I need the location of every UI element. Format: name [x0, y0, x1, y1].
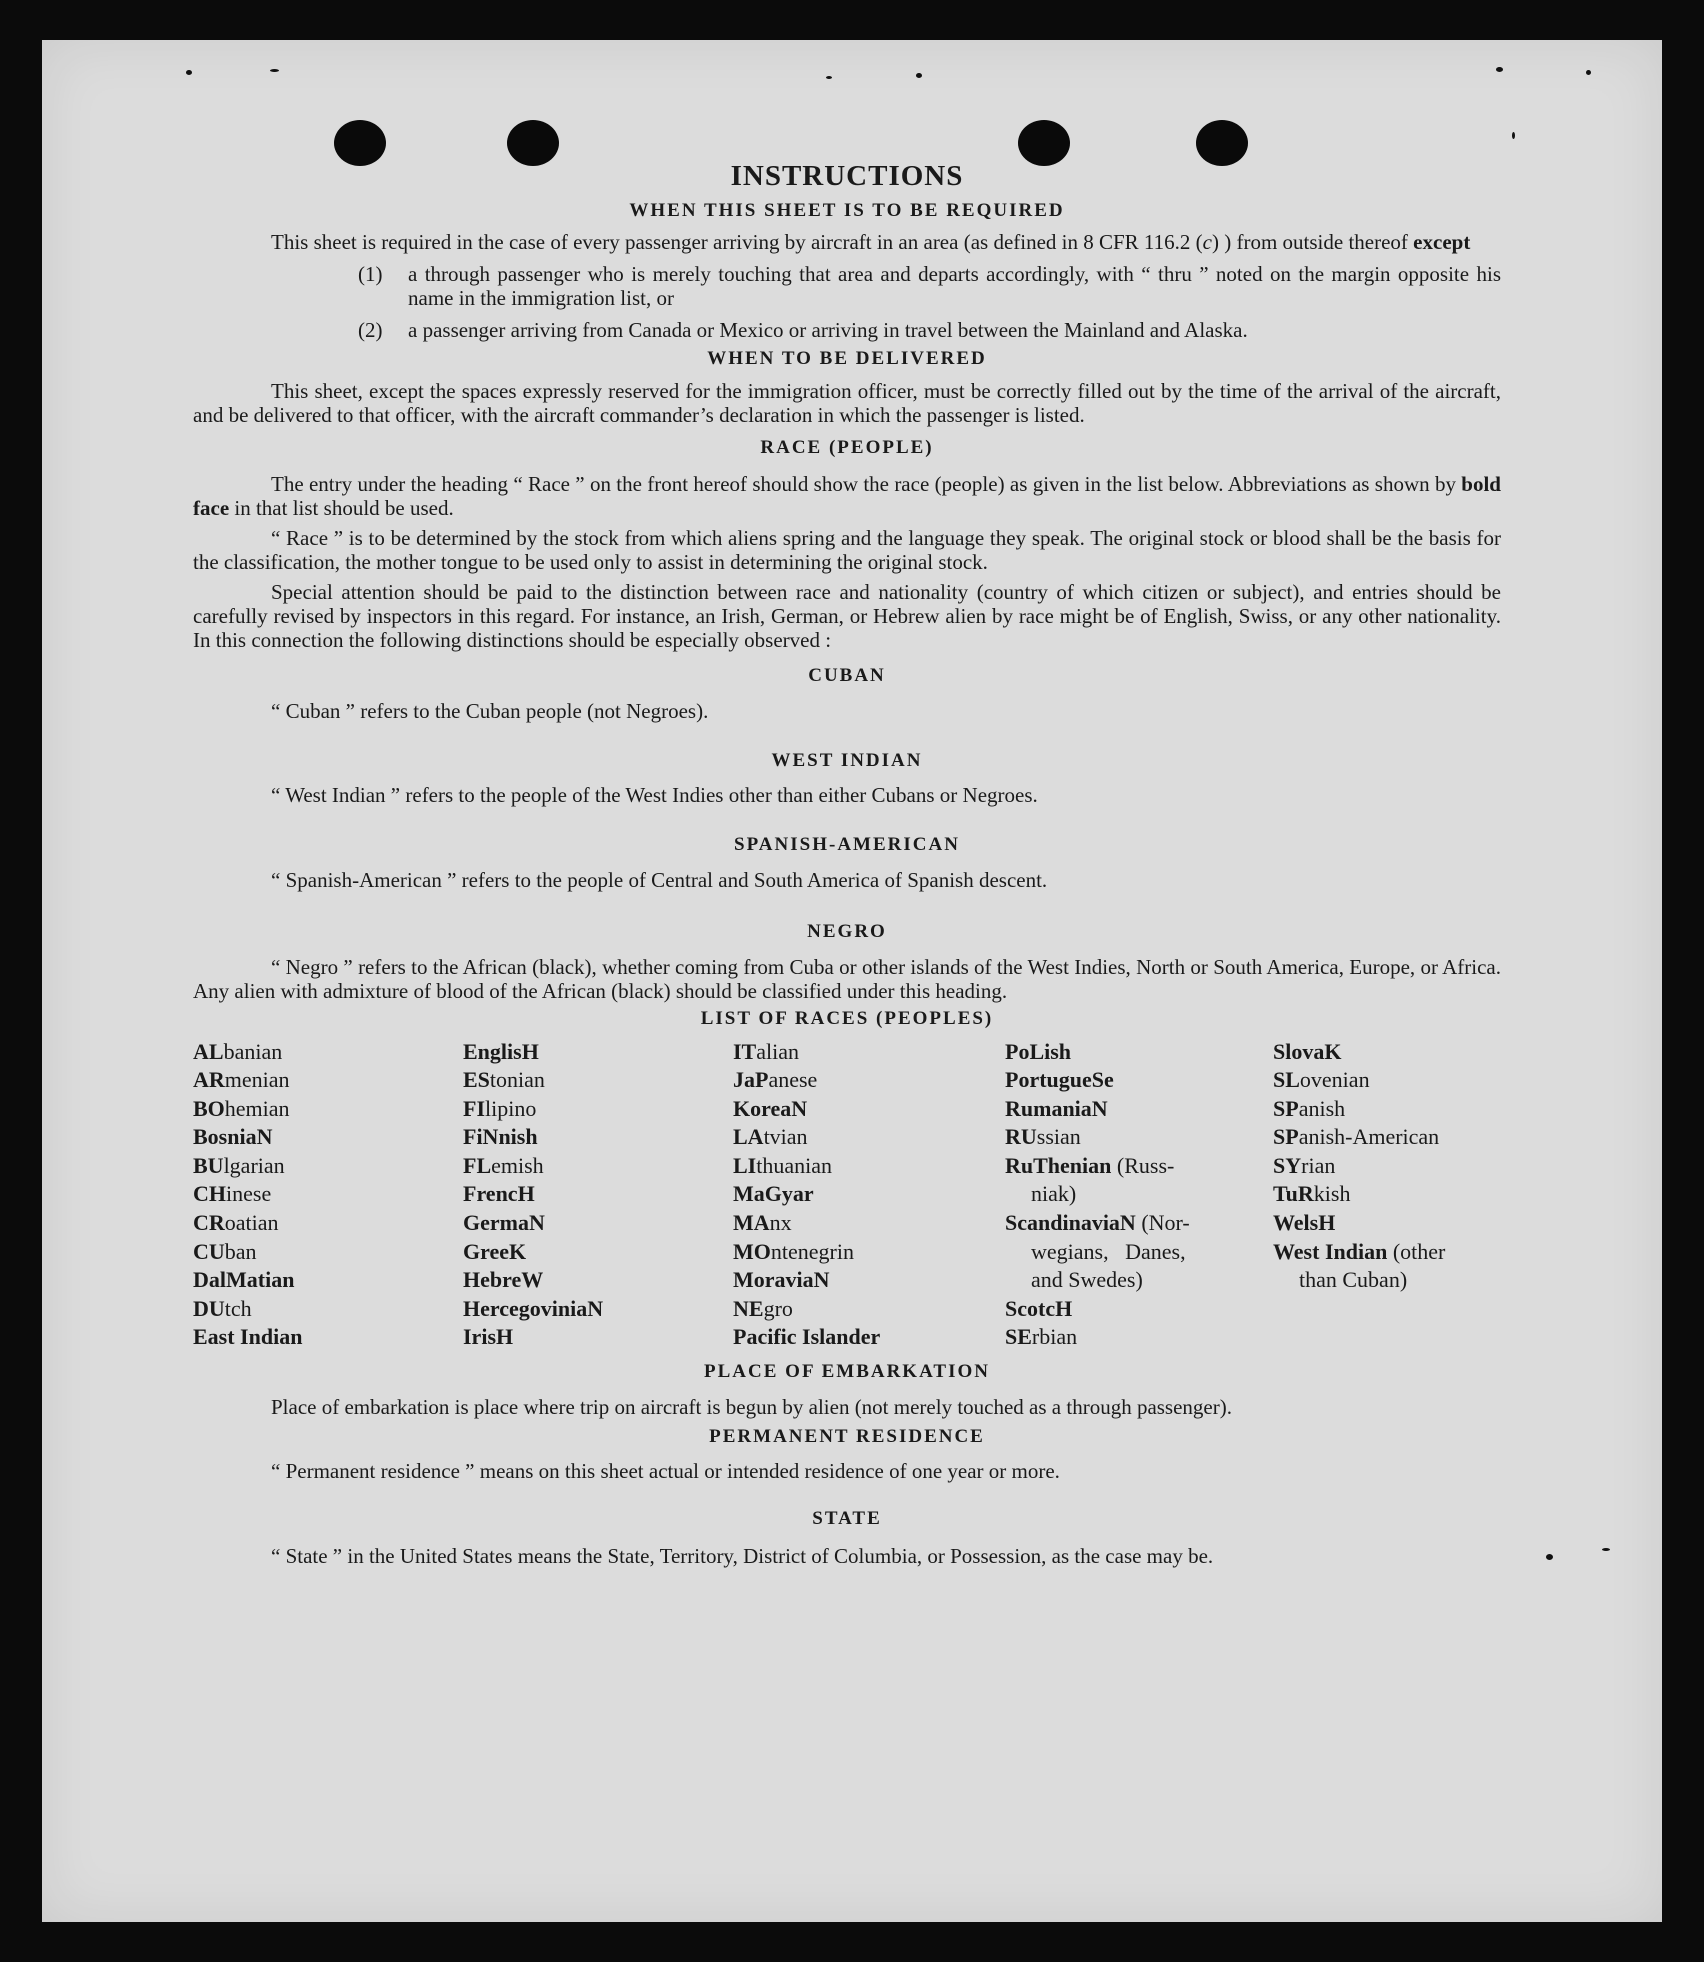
paragraph-embarkation: Place of embarkation is place where trip on aircraft is begun by alien (not merely touched as a through passenger).	[271, 1394, 1232, 1419]
paragraph-state: “ State ” in the United States means the State, Territory, District of Columbia, or Possession, as the case may be.	[271, 1544, 1214, 1569]
race-entry: RumaniaN	[1005, 1095, 1108, 1121]
race-entry: JaPanese	[733, 1067, 818, 1093]
race-entry: HercegoviniaN	[463, 1295, 604, 1321]
paragraph-race-2: “ Race ” is to be determined by the stock from which aliens spring and the language they speak. The original stock or blood shall be the basis for the classification, the mother tongue to be used only to assist in determining the original stock.	[193, 526, 1501, 575]
instructions-content	[193, 160, 1501, 1571]
list-item: (1) a through passenger who is merely touching that area and departs accordingly, with “ thru ” noted on the margin opposite his name in the immigration list, or	[358, 261, 1501, 310]
section-heading-cuban: CUBAN	[808, 665, 886, 687]
race-entry: IrisH	[463, 1324, 514, 1350]
paragraph-negro: “ Negro ” refers to the African (black), whether coming from Cuba or other islands of the West Indies, North or South America, Europe, or Africa. Any alien with admixture of blood of the African (black) should be classified under this heading.	[193, 954, 1501, 1003]
paragraph-cuban: “ Cuban ” refers to the Cuban people (not Negroes).	[271, 698, 709, 723]
race-entry: ScandinaviaN (Nor-	[1005, 1210, 1190, 1236]
race-entry: WelsH	[1273, 1210, 1336, 1236]
race-entry: MaGyar	[733, 1181, 814, 1207]
section-heading-residence: PERMANENT RESIDENCE	[709, 1425, 985, 1447]
races-column	[463, 1038, 733, 1353]
race-entry: CHinese	[193, 1181, 272, 1207]
race-entry: PoLish	[1005, 1038, 1072, 1064]
section-heading-spanish-american: SPANISH-AMERICAN	[734, 834, 960, 856]
races-column	[193, 1038, 463, 1353]
race-entry: and Swedes)	[1031, 1267, 1143, 1293]
paragraph-spanish-american: “ Spanish-American ” refers to the people of Central and South America of Spanish descent.	[271, 868, 1048, 893]
race-entry: SPanish-American	[1273, 1124, 1440, 1150]
race-entry: LAtvian	[733, 1124, 808, 1150]
scan-speck	[1512, 132, 1515, 139]
section-heading-west-indian: WEST INDIAN	[771, 749, 923, 771]
race-entry: PortugueSe	[1005, 1067, 1114, 1093]
race-entry: EStonian	[463, 1067, 545, 1093]
race-entry: SPanish	[1273, 1095, 1346, 1121]
race-entry: NEgro	[733, 1295, 793, 1321]
race-entry: niak)	[1031, 1181, 1077, 1207]
paragraph-race-1: The entry under the heading “ Race ” on the front hereof should show the race (people) as given in the list below. Abbreviations as shown by bold face in that list should be used.	[193, 472, 1501, 521]
race-entry: FLemish	[463, 1152, 544, 1178]
race-entry: TuRkish	[1273, 1181, 1351, 1207]
race-entry: ARmenian	[193, 1067, 290, 1093]
race-entry: SYrian	[1273, 1152, 1336, 1178]
paragraph-required: This sheet is required in the case of every passenger arriving by aircraft in an area (as defined in 8 CFR 116.2 (c) ) from outside thereof except	[271, 229, 1471, 254]
page-title: INSTRUCTIONS	[730, 160, 964, 192]
race-entry: wegians, Danes,	[1031, 1238, 1186, 1264]
race-entry: BosniaN	[193, 1124, 273, 1150]
race-entry: MOntenegrin	[733, 1238, 854, 1264]
list-item: (2) a passenger arriving from Canada or Mexico or arriving in travel between the Mainland and Alaska.	[358, 317, 1248, 342]
scan-speck	[1586, 70, 1591, 75]
race-entry: FIlipino	[463, 1095, 537, 1121]
race-entry: SLovenian	[1273, 1067, 1370, 1093]
race-entry: ScotcH	[1005, 1295, 1073, 1321]
races-column	[1273, 1038, 1501, 1353]
scan-speck	[826, 76, 832, 79]
race-entry: BUlgarian	[193, 1152, 285, 1178]
race-entry: ALbanian	[193, 1038, 283, 1064]
section-heading-embarkation: PLACE OF EMBARKATION	[704, 1361, 990, 1383]
race-entry: than Cuban)	[1299, 1267, 1408, 1293]
section-heading-race: RACE (PEOPLE)	[760, 437, 934, 459]
race-entry: LIthuanian	[733, 1152, 833, 1178]
race-entry: KoreaN	[733, 1095, 808, 1121]
section-heading-negro: NEGRO	[807, 921, 887, 943]
race-entry: SlovaK	[1273, 1038, 1342, 1064]
race-entry: CRoatian	[193, 1210, 279, 1236]
race-entry: West Indian (other	[1273, 1238, 1446, 1264]
races-column	[733, 1038, 1005, 1353]
race-entry: East Indian	[193, 1324, 303, 1350]
section-heading-list: LIST OF RACES (PEOPLES)	[700, 1007, 994, 1029]
race-entry: DalMatian	[193, 1267, 295, 1293]
scan-speck	[186, 70, 192, 75]
race-entry: ITalian	[733, 1038, 800, 1064]
race-entry: GermaN	[463, 1210, 545, 1236]
paragraph-west-indian: “ West Indian ” refers to the people of the West Indies other than either Cubans or Negroes.	[271, 783, 1038, 808]
races-list	[193, 1038, 1501, 1353]
race-entry: BOhemian	[193, 1095, 290, 1121]
paragraph-residence: “ Permanent residence ” means on this sheet actual or intended residence of one year or more.	[271, 1459, 1060, 1484]
paragraph-delivered: This sheet, except the spaces expressly reserved for the immigration officer, must be correctly filled out by the time of the arrival of the aircraft, and be delivered to that officer, with the aircraft commander’s declaration in which the passenger is listed.	[193, 379, 1501, 428]
race-entry: Pacific Islander	[733, 1324, 881, 1350]
race-entry: SErbian	[1005, 1324, 1078, 1350]
section-heading-required: WHEN THIS SHEET IS TO BE REQUIRED	[629, 200, 1065, 221]
race-entry: MoraviaN	[733, 1267, 830, 1293]
race-entry: DUtch	[193, 1295, 252, 1321]
race-entry: FiNnish	[463, 1124, 538, 1150]
race-entry: GreeK	[463, 1238, 527, 1264]
scan-speck	[1602, 1548, 1610, 1551]
race-entry: HebreW	[463, 1267, 544, 1293]
scan-speck	[1496, 67, 1503, 72]
race-entry: MAnx	[733, 1210, 792, 1236]
scan-speck	[916, 73, 922, 78]
paragraph-race-3: Special attention should be paid to the distinction between race and nationality (country of which citizen or subject), and entries should be carefully revised by inspectors in this regard. For instance, an Irish, German, or Hebrew alien by race might be of English, Swiss, or any other nationality. In this connection the following distinctions should be especially observed :	[193, 580, 1501, 653]
section-heading-state: STATE	[812, 1508, 882, 1530]
section-heading-delivered: WHEN TO BE DELIVERED	[707, 347, 987, 369]
race-entry: RUssian	[1005, 1124, 1081, 1150]
race-entry: EnglisH	[463, 1038, 539, 1064]
scan-speck	[1546, 1554, 1553, 1560]
scan-speck	[270, 69, 279, 72]
races-column	[1005, 1038, 1273, 1353]
race-entry: FrencH	[463, 1181, 535, 1207]
race-entry: CUban	[193, 1238, 257, 1264]
race-entry: RuThenian (Russ-	[1005, 1152, 1175, 1178]
